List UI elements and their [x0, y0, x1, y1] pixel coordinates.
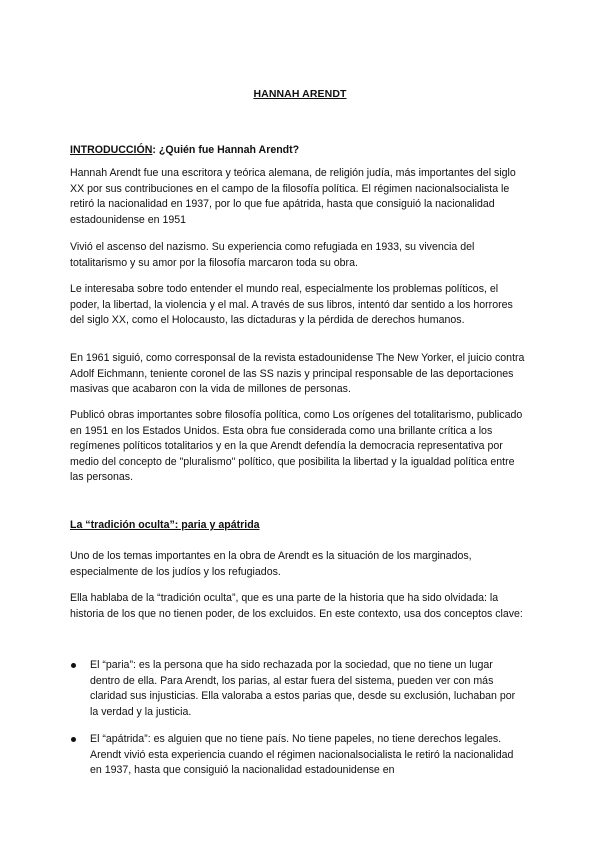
bullet-dot-icon	[71, 663, 76, 668]
intro-heading	[70, 143, 528, 159]
bullet-item-paria	[90, 658, 520, 720]
section2-heading-text: La “tradición oculta”: paria y apátrida	[70, 519, 260, 531]
intro-heading-label: INTRODUCCIÓN	[70, 144, 153, 156]
intro-heading-colon: :	[152, 144, 156, 156]
intro-heading-question: ¿Quién fue Hannah Arendt?	[155, 144, 300, 156]
intro-paragraph-5: Publicó obras importantes sobre filosofía política, como Los orígenes del totalitarismo, publicado en 1951 en los Estados Unidos. Esta obra fue considerada como una brillante crítica a los regímenes políticos totalitarios y en la que Arendt defendía la democracia representativa por medio del concepto de "pluralismo" político, que posibilita la libertad y la igualdad política entre las personas.	[70, 409, 523, 484]
section2-paragraph-2: Ella hablaba de la “tradición oculta”, que es una parte de la historia que ha sido olvidada: la historia de los que no tienen poder, de los excluidos. En este contexto, usa dos conceptos clave:	[70, 592, 523, 620]
intro-paragraph-4: En 1961 siguió, como corresponsal de la revista estadounidense The New Yorker, el juicio contra Adolf Eichmann, teniente coronel de las SS nazis y principal responsable de las deportaciones masivas que acabaron con la vida de millones de personas.	[70, 352, 525, 396]
bullet-text-apatrida: El “apátrida”: es alguien que no tiene país. No tiene papeles, no tiene derechos legales. Arendt vivió esta experiencia cuando el régimen nacionalsocialista le retiró la nacionalidad en 1937, hasta que consiguió la nacionalidad estadounidense en	[90, 733, 514, 777]
bullet-dot-icon	[71, 737, 76, 742]
intro-paragraph-1: Hannah Arendt fue una escritora y teórica alemana, de religión judía, más importantes del siglo XX por sus contribuciones en el campo de la filosofía política. El régimen nacionalsocialista le retiró la nacionalidad en 1937, por lo que fue apátrida, hasta que consiguió la nacionalidad estadounidense en 1951	[70, 167, 516, 226]
bullet-text-paria: El “paria”: es la persona que ha sido rechazada por la sociedad, que no tiene un lugar dentro de ella. Para Arendt, los parias, al estar fuera del sistema, pueden ver con más claridad sus injusticias. Ella valoraba a estos parias que, desde su exclusión, luchaban por la verdad y la justicia.	[90, 659, 516, 718]
bullet-item-apatrida	[90, 732, 520, 779]
document-title: HANNAH ARENDT	[253, 88, 347, 100]
section2-heading	[70, 518, 528, 534]
intro-paragraph-3: Le interesaba sobre todo entender el mundo real, especialmente los problemas políticos, el poder, la libertad, la violencia y el mal. A través de sus libros, intentó dar sentido a los horrores del siglo XX, como el Holocausto, las dictaduras y la pérdida de derechos humanos.	[70, 283, 513, 327]
section2-paragraph-1: Uno de los temas importantes en la obra de Arendt es la situación de los marginados, especialmente de los judíos y los refugiados.	[70, 550, 472, 578]
intro-paragraph-2: Vivió el ascenso del nazismo. Su experiencia como refugiada en 1933, su vivencia del totalitarismo y su amor por la filosofía marcaron toda su obra.	[70, 241, 475, 269]
